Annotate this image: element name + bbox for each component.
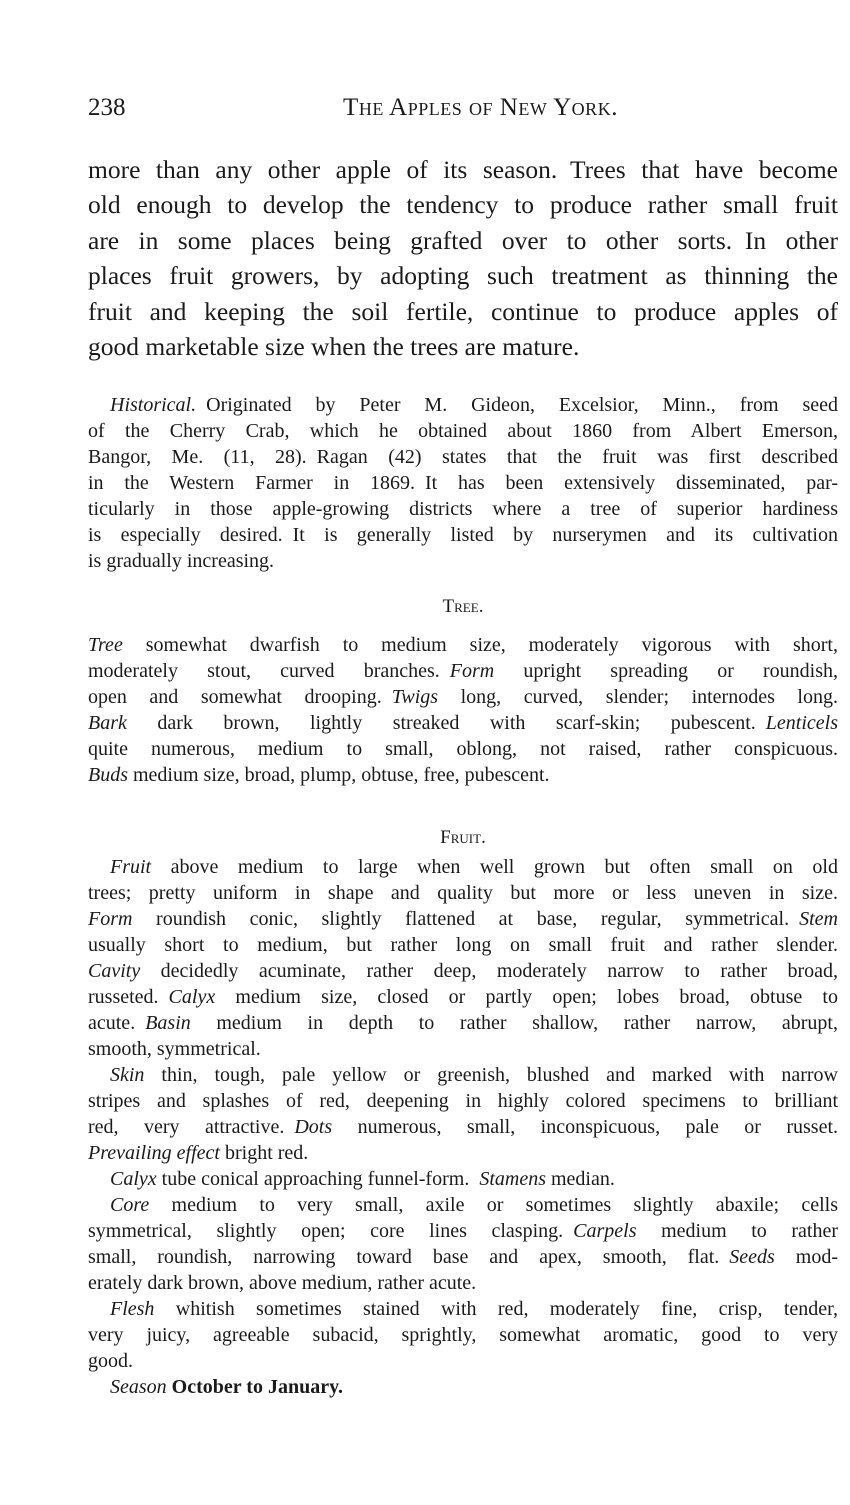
text-run: October to January. (166, 1376, 343, 1398)
italic-term: Core (110, 1194, 150, 1216)
historical-paragraph (88, 392, 838, 574)
italic-term: Form (449, 660, 495, 682)
fruit-paragraph (88, 1166, 838, 1192)
text-run: smooth, symmetrical. (88, 1038, 261, 1060)
italic-term: Tree (88, 634, 123, 656)
text-run: ticularly in those apple-growing districts where a tree of superior hardiness (88, 498, 838, 520)
text-line (88, 392, 838, 418)
text-line (88, 1192, 838, 1218)
page-number: 238 (88, 94, 126, 121)
italic-term: Dots (294, 1116, 333, 1138)
text-run: symmetrical, slightly open; core lines clasping. (88, 1220, 574, 1242)
text-run: tube conical approaching funnel-form. (156, 1168, 480, 1190)
text-line (88, 294, 838, 329)
running-title: The Apples of New York. (343, 94, 618, 121)
italic-term: Season (110, 1376, 167, 1398)
fruit-heading: Fruit. (440, 827, 486, 848)
text-run: roundish conic, slightly flattened at base, regular, symmetrical. (132, 908, 800, 930)
italic-term: Flesh (110, 1298, 155, 1320)
text-run: red, very attractive. (88, 1116, 295, 1138)
text-line (88, 548, 838, 574)
text-line (88, 854, 838, 880)
italic-term: Fruit (110, 856, 152, 878)
text-line (88, 1114, 838, 1140)
text-line (88, 223, 838, 258)
text-line (88, 632, 838, 658)
text-run: erately dark brown, above medium, rather acute. (88, 1272, 477, 1294)
text-run: moderately stout, curved branches. (88, 660, 450, 682)
intro-paragraph (88, 152, 838, 364)
text-run: Originated by Peter M. Gideon, Excelsior, Minn., from seed (196, 394, 838, 416)
text-run: in the Western Farmer in 1869. It has been extensively disseminated, par- (88, 472, 838, 494)
text-line (88, 522, 838, 548)
text-run: Bangor, Me. (11, 28). Ragan (42) states that the fruit was first described (88, 446, 838, 468)
text-line (88, 187, 838, 222)
text-line (88, 1218, 838, 1244)
text-line (88, 1140, 838, 1166)
text-run: stripes and splashes of red, deepening in highly colored specimens to brilliant (88, 1090, 838, 1112)
italic-term: Buds (88, 764, 128, 786)
text-run: are in some places being grafted over to other sorts. In other (88, 225, 838, 255)
text-run: medium size, closed or partly open; lobes broad, obtuse to (215, 986, 838, 1008)
text-run: dark brown, lightly streaked with scarf-skin; pubescent. (126, 712, 766, 734)
text-line (88, 1322, 838, 1348)
italic-term: Carpels (573, 1220, 637, 1242)
text-run: usually short to medium, but rather long on small fruit and rather slender. (88, 934, 838, 956)
text-line (88, 736, 838, 762)
italic-term: Calyx (168, 986, 216, 1008)
text-line (88, 1270, 838, 1296)
fruit-paragraph (88, 1296, 838, 1374)
text-line (88, 1062, 838, 1088)
text-line (88, 710, 838, 736)
fruit-paragraph (88, 854, 838, 1062)
italic-term: Lenticels (765, 712, 838, 734)
text-line (88, 1088, 838, 1114)
italic-term: Bark (88, 712, 127, 734)
text-line (88, 906, 838, 932)
italic-term: Stamens (479, 1168, 546, 1190)
text-run: medium to very small, axile or sometimes slightly abaxile; cells (149, 1194, 838, 1216)
fruit-section (88, 854, 838, 1400)
text-run: very juicy, agreeable subacid, sprightly, somewhat aromatic, good to very (88, 1324, 838, 1346)
text-run: bright red. (219, 1142, 309, 1164)
text-run: russeted. (88, 986, 169, 1008)
text-run: good. (88, 1350, 133, 1372)
tree-paragraph (88, 632, 838, 788)
text-line (88, 1374, 838, 1400)
tree-heading: Tree. (442, 596, 484, 617)
text-run: medium in depth to rather shallow, rather narrow, abrupt, (190, 1012, 838, 1034)
italic-term: Historical. (110, 394, 197, 416)
text-line (88, 762, 838, 788)
text-run: mod- (774, 1246, 838, 1268)
text-line (88, 1348, 838, 1374)
text-run: old enough to develop the tendency to produce rather small fruit (88, 190, 838, 220)
italic-term: Calyx (110, 1168, 157, 1190)
text-run: whitish sometimes stained with red, moderately fine, crisp, tender, (154, 1298, 838, 1320)
text-run: acute. (88, 1012, 146, 1034)
text-run: good marketable size when the trees are mature. (88, 331, 580, 361)
text-run: medium to rather (636, 1220, 839, 1242)
text-run: open and somewhat drooping. (88, 686, 392, 708)
italic-term: Form (88, 908, 133, 930)
text-line (88, 932, 838, 958)
text-line (88, 1036, 838, 1062)
text-run: somewhat dwarfish to medium size, moderately vigorous with short, (122, 634, 838, 656)
fruit-paragraph (88, 1062, 838, 1166)
italic-term: Basin (145, 1012, 191, 1034)
text-line (88, 258, 838, 293)
text-line (88, 1010, 838, 1036)
text-line (88, 880, 838, 906)
italic-term: Stem (799, 908, 838, 930)
text-line (88, 496, 838, 522)
text-run: places fruit growers, by adopting such treatment as thinning the (88, 261, 838, 291)
text-line (88, 1296, 838, 1322)
fruit-paragraph (88, 1374, 838, 1400)
text-line (88, 1166, 838, 1192)
text-run: median. (545, 1168, 615, 1190)
italic-term: Skin (110, 1064, 145, 1086)
text-run: small, roundish, narrowing toward base and apex, smooth, flat. (88, 1246, 730, 1268)
text-line (88, 329, 838, 364)
text-run: is gradually increasing. (88, 550, 275, 572)
text-run: quite numerous, medium to small, oblong, not raised, rather conspicuous. (88, 738, 838, 760)
text-run: thin, tough, pale yellow or greenish, blushed and marked with narrow (144, 1064, 838, 1086)
text-run: of the Cherry Crab, which he obtained about 1860 from Albert Emerson, (88, 420, 838, 442)
text-run: above medium to large when well grown but often small on old (151, 856, 838, 878)
text-run: is especially desired. It is generally listed by nurserymen and its cultivation (88, 524, 838, 546)
italic-term: Cavity (88, 960, 141, 982)
italic-term: Seeds (729, 1246, 775, 1268)
text-line (88, 658, 838, 684)
text-run: medium size, broad, plump, obtuse, free, pubescent. (128, 764, 550, 786)
text-line (88, 684, 838, 710)
italic-term: Prevailing effect (88, 1142, 220, 1164)
text-run: numerous, small, inconspicuous, pale or russet. (332, 1116, 839, 1138)
text-line (88, 470, 838, 496)
text-line (88, 418, 838, 444)
text-run: trees; pretty uniform in shape and quality but more or less uneven in size. (88, 882, 838, 904)
fruit-paragraph (88, 1192, 838, 1296)
text-run: fruit and keeping the soil fertile, continue to produce apples of (88, 296, 838, 326)
text-run: decidedly acuminate, rather deep, moderately narrow to rather broad, (140, 960, 838, 982)
text-run: more than any other apple of its season. Trees that have become (88, 155, 838, 184)
italic-term: Twigs (391, 686, 439, 708)
text-line (88, 958, 838, 984)
text-line (88, 1244, 838, 1270)
text-run: upright spreading or roundish, (494, 660, 838, 682)
text-line (88, 444, 838, 470)
text-run: long, curved, slender; internodes long. (438, 686, 838, 708)
text-line (88, 152, 838, 187)
text-line (88, 984, 838, 1010)
